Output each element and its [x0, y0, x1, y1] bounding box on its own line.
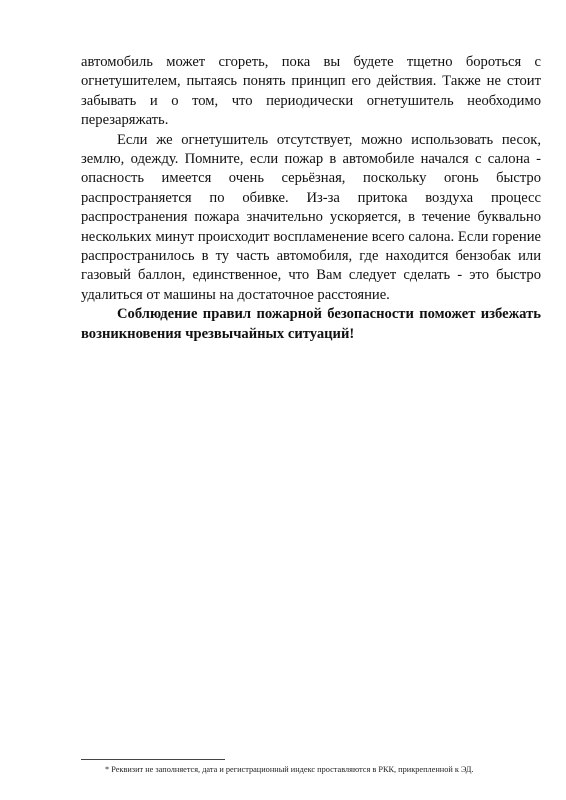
- footnote-separator: [81, 759, 225, 760]
- text-line: распространения пожара значительно ускоряется, в течение буквально: [81, 209, 541, 226]
- text-line: огнетушителем, пытаясь понять принцип его действия. Также не стоит: [81, 73, 541, 90]
- text-line: опасность имеется очень серьёзная, поскольку огонь быстро: [81, 170, 541, 187]
- paragraph-no-extinguisher: [81, 131, 541, 306]
- text-line: землю, одежду. Помните, если пожар в автомобиле начался с салона -: [81, 151, 541, 168]
- paragraph-safety-conclusion: [81, 305, 541, 344]
- text-line: удалиться от машины на достаточное расстояние.: [81, 286, 390, 303]
- text-line: газовый баллон, единственное, что Вам следует сделать - это быстро: [81, 267, 541, 284]
- text-line-bold: Соблюдение правил пожарной безопасности поможет избежать: [117, 306, 541, 323]
- document-body: [81, 53, 541, 344]
- text-line: забывать и о том, что периодически огнетушитель необходимо: [81, 92, 541, 109]
- text-line: перезаряжать.: [81, 112, 169, 129]
- text-line: нескольких минут происходит воспламенение всего салона. Если горение: [81, 228, 541, 245]
- text-line: автомобиль может сгореть, пока вы будете тщетно бороться с: [81, 54, 541, 70]
- text-line-bold: возникновения чрезвычайных ситуаций!: [81, 325, 355, 342]
- footnote-text: * Реквизит не заполняется, дата и регистрационный индекс проставляются в РКК, прикрепленной к ЭД.: [105, 765, 474, 774]
- text-line: Если же огнетушитель отсутствует, можно использовать песок,: [117, 131, 541, 148]
- paragraph-continuation: [81, 53, 541, 131]
- text-line: распространяется по обивке. Из-за притока воздуха процесс: [81, 189, 541, 206]
- text-line: распространилось в ту часть автомобиля, где находится бензобак или: [81, 248, 541, 265]
